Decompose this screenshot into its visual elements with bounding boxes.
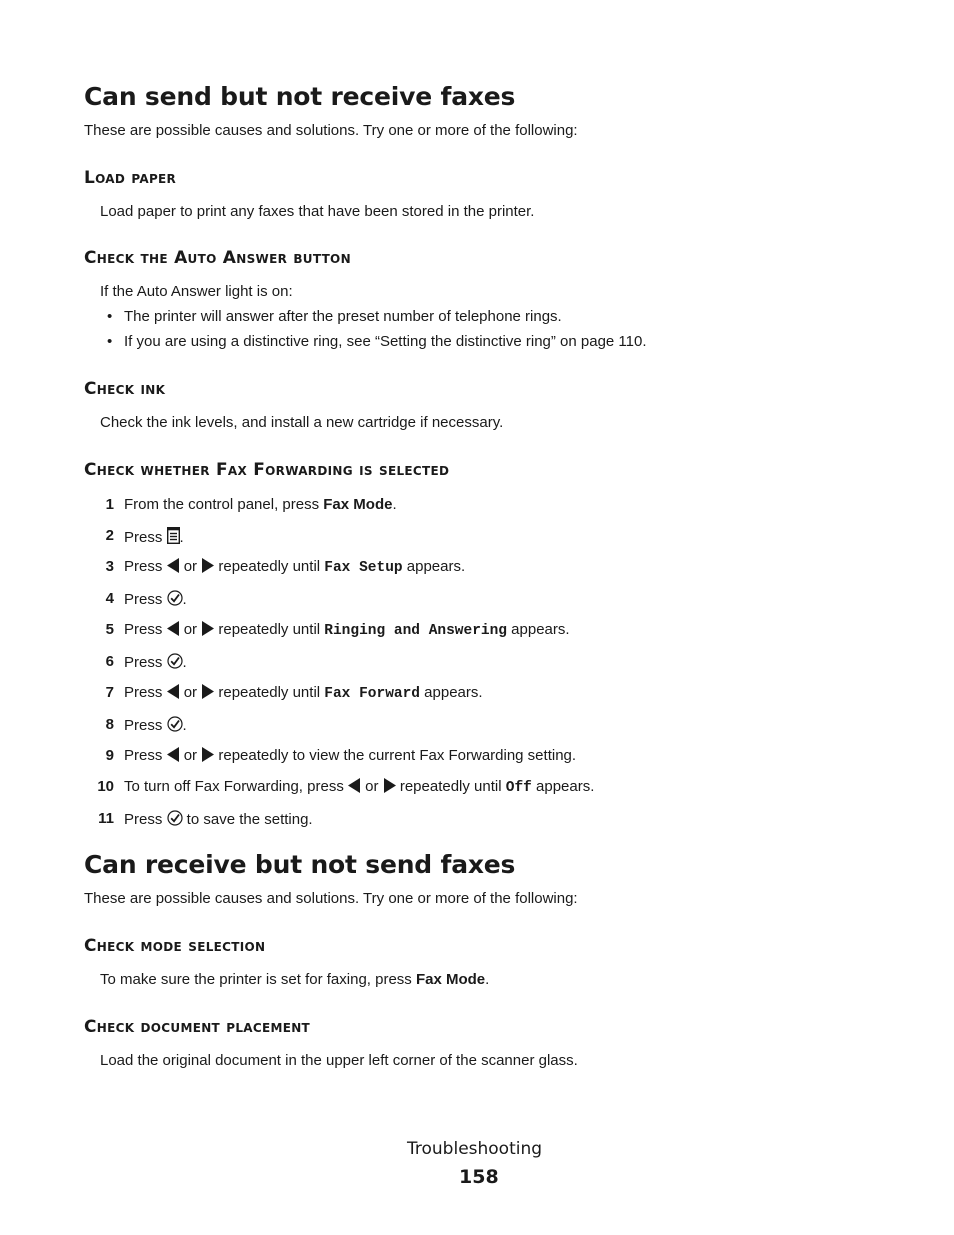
step-text-part: repeatedly to view the current Fax Forwarding setting. [218, 747, 577, 764]
step-text [124, 558, 465, 576]
document-placement-text: Load the original document in the upper left corner of the scanner glass. [100, 1052, 578, 1069]
section-title-send-not-receive: Can send but not receive faxes [84, 82, 516, 111]
step-text-part: to save the setting. [182, 811, 313, 828]
step-text [124, 590, 187, 608]
left-arrow-icon [167, 684, 180, 699]
section-intro: These are possible causes and solutions. Try one or more of the following: [84, 890, 578, 907]
step-text [124, 527, 184, 546]
heading-load-paper: Load paper [84, 168, 177, 188]
step-text-part: repeatedly until [218, 684, 325, 701]
mode-selection-text [100, 971, 489, 988]
step-text-part: or [183, 621, 198, 638]
left-arrow-icon [167, 558, 180, 573]
step-text [124, 496, 397, 513]
step-text-part: repeatedly until [218, 558, 325, 575]
page-number: 158 [459, 1166, 499, 1188]
right-arrow-icon [201, 684, 214, 699]
display-text-fax-setup: Fax Setup [324, 560, 403, 576]
step-number: 11 [98, 810, 114, 827]
step-text-part: appears. [531, 778, 595, 795]
step-text [124, 621, 570, 639]
body-text-part: To make sure the printer is set for faxing, press [100, 971, 416, 988]
display-text-off: Off [505, 780, 532, 796]
select-check-icon [167, 810, 183, 826]
left-arrow-icon [167, 621, 180, 636]
step-number: 4 [105, 590, 114, 607]
list-item [107, 308, 562, 325]
step-number: 8 [105, 716, 114, 733]
left-arrow-icon [348, 778, 361, 793]
step-number: 9 [105, 747, 114, 764]
step-number: 7 [105, 684, 114, 701]
step-number: 2 [105, 527, 114, 544]
right-arrow-icon [201, 558, 214, 573]
fax-mode-label: Fax Mode [415, 971, 486, 988]
list-item [107, 333, 647, 350]
step-text-part: From the control panel, press [124, 496, 324, 513]
step-text-part: appears. [420, 684, 483, 701]
step-number: 6 [105, 653, 114, 670]
step-text-part: or [365, 778, 379, 795]
body-text-part: . [485, 971, 490, 988]
bullet-icon: • [107, 333, 113, 350]
step-number: 3 [105, 558, 114, 575]
step-text-part: Press [124, 529, 167, 546]
step-text-part: Press [124, 621, 167, 638]
display-text-ringing-answering: Ringing and Answering [324, 623, 508, 639]
step-text-part: appears. [402, 558, 466, 575]
step-text-part: or [183, 747, 198, 764]
step-text-part: Press [124, 654, 167, 671]
heading-check-ink: Check ink [84, 379, 166, 399]
step-text-part: Press [124, 747, 167, 764]
step-text-part: . [179, 529, 184, 546]
section-title-receive-not-send: Can receive but not send faxes [84, 850, 516, 879]
step-text-part: Press [124, 684, 167, 701]
step-number: 1 [105, 496, 114, 513]
step-text-part: Press [124, 591, 167, 608]
fax-mode-label: Fax Mode [323, 496, 393, 513]
select-check-icon [167, 653, 183, 669]
step-text-part: Press [124, 558, 167, 575]
display-text-fax-forward: Fax Forward [324, 686, 420, 702]
step-text-part: . [182, 591, 187, 608]
bullet-text: If you are using a distinctive ring, see “Setting the distinctive ring” on page 110. [124, 333, 647, 350]
step-text-part: repeatedly until [218, 621, 325, 638]
step-text [124, 716, 187, 734]
right-arrow-icon [383, 778, 396, 793]
step-text-part: Press [124, 811, 167, 828]
step-number: 5 [105, 621, 114, 638]
step-text-part: Press [124, 717, 167, 734]
heading-auto-answer: Check the Auto Answer button [84, 248, 351, 268]
load-paper-text: Load paper to print any faxes that have been stored in the printer. [100, 203, 535, 220]
left-arrow-icon [167, 747, 180, 762]
step-number: 10 [97, 778, 114, 795]
section-intro: These are possible causes and solutions. Try one or more of the following: [84, 122, 578, 139]
step-text-part: . [392, 496, 397, 513]
select-check-icon [167, 590, 183, 606]
step-text-part: To turn off Fax Forwarding, press [124, 778, 348, 795]
step-text-part: . [182, 717, 187, 734]
right-arrow-icon [201, 747, 214, 762]
select-check-icon [167, 716, 183, 732]
step-text [124, 747, 576, 764]
check-ink-text: Check the ink levels, and install a new cartridge if necessary. [100, 414, 504, 431]
step-text-part: appears. [507, 621, 570, 638]
heading-mode-selection: Check mode selection [84, 936, 266, 956]
bullet-icon: • [107, 308, 113, 325]
step-text-part: or [183, 558, 198, 575]
bullet-text: The printer will answer after the preset number of telephone rings. [124, 308, 562, 325]
heading-fax-forwarding: Check whether Fax Forwarding is selected [84, 460, 450, 480]
step-text [124, 684, 483, 702]
step-text [124, 778, 594, 796]
menu-icon [167, 527, 180, 544]
step-text-part: . [182, 654, 187, 671]
step-text [124, 653, 187, 671]
step-text-part: or [183, 684, 198, 701]
step-text-part: repeatedly until [399, 778, 506, 795]
auto-answer-lead: If the Auto Answer light is on: [100, 283, 293, 300]
step-text [124, 810, 313, 828]
footer-section-label: Troubleshooting [407, 1139, 543, 1159]
heading-document-placement: Check document placement [84, 1017, 311, 1037]
right-arrow-icon [201, 621, 214, 636]
